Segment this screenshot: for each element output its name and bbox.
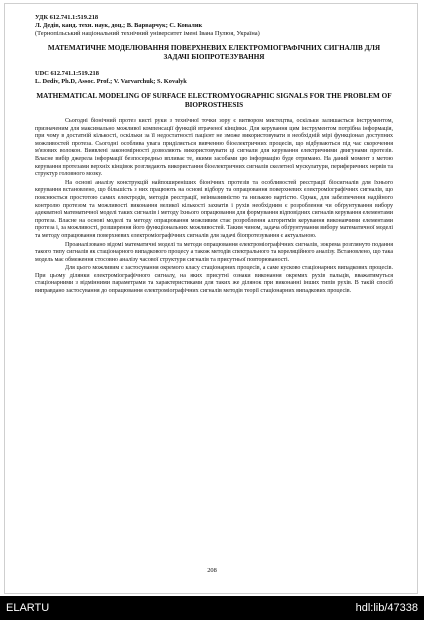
article-content bbox=[35, 14, 393, 297]
title-eng: MATHEMATICAL MODELING OF SURFACE ELECTROMYOGRAPHIC SIGNALS FOR THE PROBLEM OF BIOPROSTHESIS bbox=[36, 92, 392, 109]
repository-name: ELARTU bbox=[6, 602, 50, 614]
document-page bbox=[4, 3, 418, 594]
handle-link[interactable]: hdl:lib/47338 bbox=[355, 602, 418, 614]
body-text bbox=[35, 118, 393, 296]
affiliation-ukr: (Тернопільський національний технічний університет імені Івана Пулюя, Україна) bbox=[35, 30, 260, 37]
paragraph: Для цього можливим є застосування окремого класу стаціонарних процесів, а саме кусково стаціонарних випадкових процесів. При цьому ділянки електроміографічного сигналу, на яких присутні ознаки виконання окремих рухів пальців, вважатимуться стаціонарними з відмінними параметрами та характеристиками для таких же ділянок при виконанні інших типів рухів. В такій спосіб виправдано застосування до опрацювання електроміографічних сигналів методів теорії стаціонарних випадкових процесів. bbox=[35, 265, 393, 295]
paragraph: На основі аналізу конструкцій найпоширеніших біонічних протезів та особливостей реєстрації біосигналів для їхнього керування встановлено, що більшість з них працюють на основі відбору та опрацювання поверхневих електроміографічних сигналів, що пояснюється простотою самих електродів, методів реєстрації, неінвазивністю та низькою вартістю. Однак, для забезпечення надійного контролю протезом та можливості виконання великої кількості захватів і рухів необхідним є розроблення чи обґрунтування вибору адекватної математичної моделі таких сигналів і методу їхнього опрацювання для формування відповідних сигналів керування елементами протеза. Власне на основі моделі та методу опрацювання можливим стає розроблення алгоритмів керування виконавчими елементами протеза і, за можливості, розширення його функціональних можливостей. Таким чином, задача обґрунтування вибору математичної моделі та методу опрацювання поверхневих електроміографічних сигналів для задачі біопротезування є актуальною. bbox=[35, 179, 393, 239]
udc-ukr: УДК 612.741.1:519.218 bbox=[35, 14, 99, 21]
page-number: 208 bbox=[207, 567, 217, 574]
repository-footer bbox=[0, 596, 424, 620]
title-ukr: МАТЕМАТИЧНЕ МОДЕЛЮВАННЯ ПОВЕРХНЕВИХ ЕЛЕКТРОМІОГРАФІЧНИХ СИГНАЛІВ ДЛЯ ЗАДАЧІ БІОПРОТЕЗУВАННЯ bbox=[47, 44, 381, 61]
udc-eng: UDC 612.741.1:519.218 bbox=[35, 70, 99, 77]
paragraph: Проаналізовано відомі математичні моделі та методи опрацювання електроміографічних сигналів, зокрема розглянуто подання такого типу сигналів як стаціонарного випадкового процесу а також методів спектрального та кореляційного аналізу. Встановлено, що така модель має обмеження стосовно аналізу часової структури сигналів та присутньої повторюваності. bbox=[35, 241, 393, 263]
authors-eng: L. Dediv, Ph.D, Assoc. Prof.; V. Varvarchuk; S. Kovalyk bbox=[35, 78, 187, 85]
authors-ukr: Л. Дедів, канд. техн. наук, доц.; В. Варварчук; С. Ковалик bbox=[35, 22, 203, 29]
paragraph: Сьогодні біонічний протез кисті руки з технічної точки зору є витвором мистецтва, оскільки залишається інструментом, призначеним для максимально можливої компенсації функцій втраченої кінцівки. Для керування цим інструментом потрібна інформація, при чому в достатній кількості, оскільки за її недостатності пацієнт не зможе використовувати в необхідній мірі функціонал доступних можливостей протеза. Сьогодні особлива увага приділяється вивченню біоелектричних процесів, що відбуваються під час скорочення м'язових волокон. Виявлені закономірності дозволяють використовувати ці сигнали для керування електричними двигунами протезів. Власне вибір джерела інформації безпосередньо впливає те, якими засобами цю інформацію буде отримано. На даний момент з метою керування протезами верхніх кінцівок розглядають використання біоелектричних сигналів скелетної мускулатури, периферичних нервів та структур головного мозку. bbox=[35, 118, 393, 178]
